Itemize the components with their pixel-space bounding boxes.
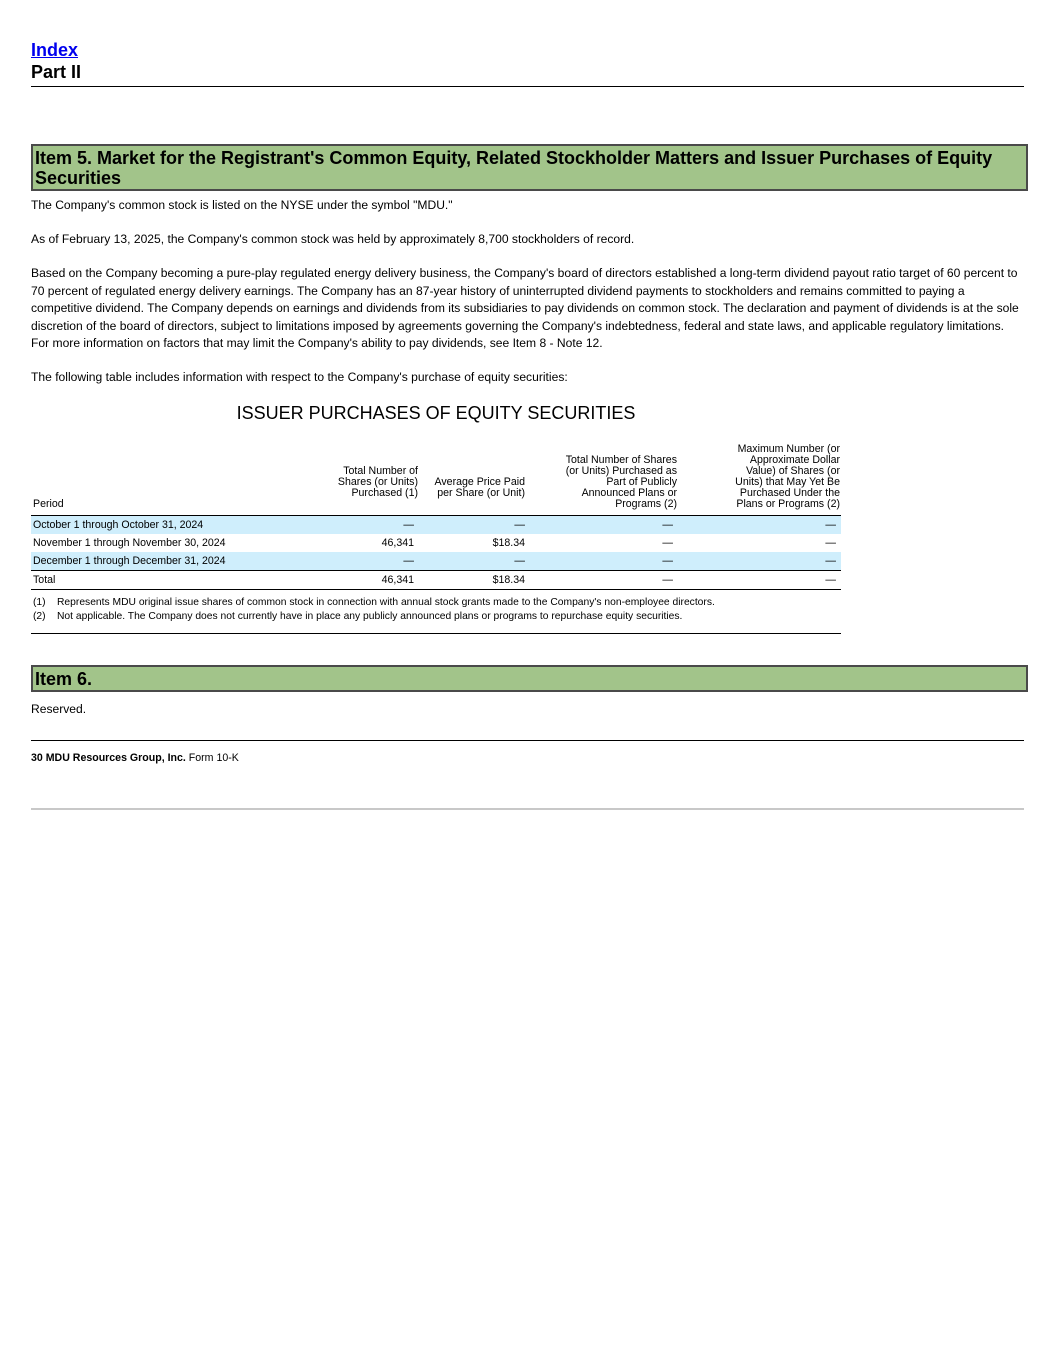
header-total-shares: Total Number of Shares (or Units) Purchased (1): [337, 465, 418, 499]
header-plan-shares: Total Number of Shares (or Units) Purchased as Part of Publicly Announced Plans or Programs (2): [565, 454, 677, 510]
cell-average-price: —: [514, 555, 525, 567]
item5-para-listing: The Company's common stock is listed on the NYSE under the symbol "MDU.": [31, 198, 453, 212]
cell-max-remaining: —: [825, 574, 836, 586]
page-break-rule: [31, 808, 1024, 810]
header-rule: [31, 86, 1024, 87]
item5-para-holders: As of February 13, 2025, the Company's common stock was held by approximately 8,700 stockholders of record.: [31, 232, 635, 246]
table-total-row: [31, 571, 841, 589]
cell-average-price: $18.34: [492, 537, 525, 549]
part-heading: Part II: [31, 62, 82, 82]
table-row: [31, 534, 841, 552]
total-rule-bottom: [31, 589, 841, 590]
item6-body: Reserved.: [31, 702, 87, 716]
footnote-text: Represents MDU original issue shares of common stock in connection with annual stock grants made to the Company's non-employee directors.: [57, 597, 715, 608]
footnote-number: (2): [33, 611, 46, 622]
header-period: Period: [33, 498, 64, 510]
table-row: [31, 516, 841, 534]
table-title: ISSUER PURCHASES OF EQUITY SECURITIES: [236, 403, 636, 423]
header-max-remaining: Maximum Number (or Approximate Dollar Value) of Shares (or Units) that May Yet Be Purchased Under the Plans or Programs (2): [735, 443, 840, 510]
cell-average-price: —: [514, 519, 525, 531]
cell-period: Total: [33, 574, 56, 586]
cell-total-shares: —: [403, 519, 414, 531]
footer-company: 30 MDU Resources Group, Inc.: [31, 752, 186, 764]
cell-period: November 1 through November 30, 2024: [33, 537, 226, 549]
cell-plan-shares: —: [662, 574, 673, 586]
cell-period: October 1 through October 31, 2024: [33, 519, 204, 531]
item5-para-dividends: Based on the Company becoming a pure-play regulated energy delivery business, the Company's board of directors established a long-term dividend payout ratio target of 60 percent to 70 percent of regulated energy delivery earnings. The Company has an 87-year history of uninterrupted dividend payments to stockholders and remains committed to paying a competitive dividend. The Company depends on earnings and dividends from its subsidiaries to pay dividends on common stock. The declaration and payment of dividends is at the sole discretion of the board of directors, subject to limitations imposed by agreements governing the Company's indebtedness, federal and state laws, and applicable regulatory limitations. For more information on factors that may limit the Company's ability to pay dividends, see Item 8 - Note 12.: [31, 266, 1019, 350]
footer-rule: [31, 740, 1024, 741]
cell-average-price: $18.34: [492, 574, 525, 586]
cell-period: December 1 through December 31, 2024: [33, 555, 226, 567]
cell-max-remaining: —: [825, 537, 836, 549]
page-footer: [31, 752, 239, 764]
cell-total-shares: 46,341: [381, 537, 414, 549]
item5-para-table-intro: The following table includes information with respect to the Company's purchase of equity securities:: [31, 370, 568, 384]
cell-plan-shares: —: [662, 519, 673, 531]
footnote-number: (1): [33, 597, 46, 608]
footnote-rule: [31, 633, 841, 634]
header-average-price: Average Price Paid per Share (or Unit): [434, 476, 525, 499]
cell-total-shares: —: [403, 555, 414, 567]
table-row: [31, 552, 841, 570]
cell-plan-shares: —: [662, 555, 673, 567]
item5-heading: Item 5. Market for the Registrant's Common Equity, Related Stockholder Matters and Issuer Purchases of Equity Securities: [31, 144, 1028, 191]
cell-max-remaining: —: [825, 519, 836, 531]
footnote-1: [33, 597, 715, 609]
footnote-2: [33, 611, 682, 623]
item6-heading: Item 6.: [31, 665, 1028, 692]
cell-plan-shares: —: [662, 537, 673, 549]
footer-form: Form 10-K: [188, 752, 239, 764]
index-link[interactable]: Index: [31, 40, 79, 60]
cell-total-shares: 46,341: [381, 574, 414, 586]
footnote-text: Not applicable. The Company does not currently have in place any publicly announced plans or programs to repurchase equity securities.: [57, 611, 683, 622]
cell-max-remaining: —: [825, 555, 836, 567]
